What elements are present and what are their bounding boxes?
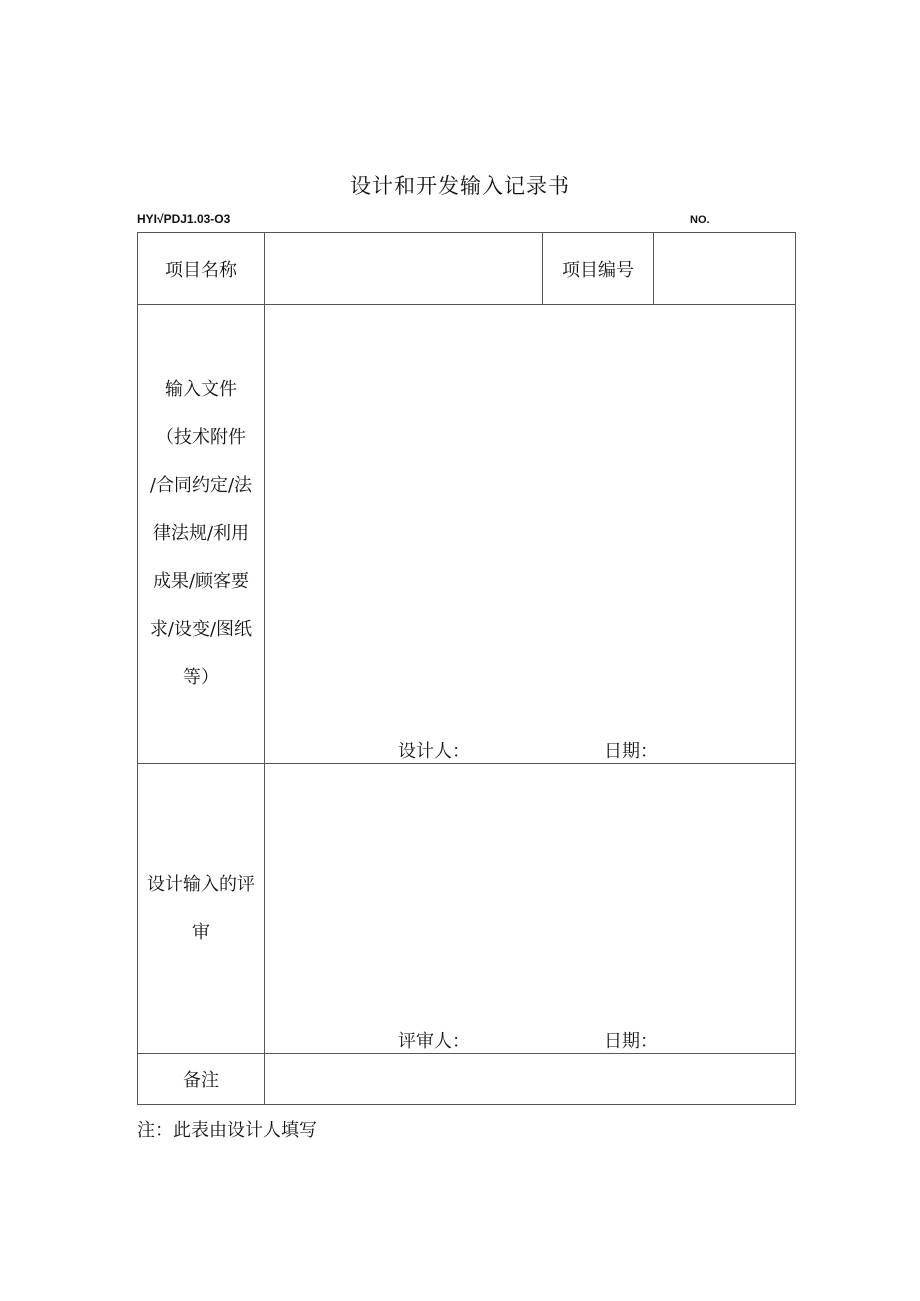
- input-files-label-line: 律法规/利用: [152, 523, 250, 544]
- document-code: HYI√PDJ1.03-O3: [137, 212, 231, 226]
- reviewer-label: 评审人：: [398, 1031, 470, 1052]
- input-files-row: [138, 305, 796, 764]
- review-label-line: 设计输入的评: [147, 873, 255, 895]
- input-files-label-line: 求/设变/图纸: [149, 619, 253, 640]
- input-files-label-line: （技术附件: [156, 427, 246, 448]
- input-files-content[interactable]: [265, 305, 796, 764]
- review-label-line: 审: [192, 921, 210, 943]
- project-name-field[interactable]: [265, 233, 543, 305]
- document-number-label: NO.: [690, 214, 710, 226]
- input-record-form: [137, 232, 796, 1105]
- input-files-label-line: 成果/顾客要: [152, 571, 250, 592]
- input-files-label-line: 等）: [183, 667, 219, 688]
- design-date-label: 日期：: [604, 741, 658, 762]
- document-title: 设计和开发输入记录书: [350, 174, 570, 198]
- footer-note: 注：此表由设计人填写: [137, 1120, 317, 1141]
- review-label: [138, 764, 265, 1054]
- input-files-label-line: 输入文件: [165, 379, 237, 400]
- input-files-label-line: /合同约定/法: [149, 475, 253, 496]
- project-number-label: 项目编号: [543, 233, 654, 305]
- review-date-label: 日期：: [604, 1031, 658, 1052]
- review-row: [138, 764, 796, 1054]
- remarks-label: 备注: [138, 1054, 265, 1105]
- project-number-field[interactable]: [654, 233, 796, 305]
- remarks-row: [138, 1054, 796, 1105]
- review-content[interactable]: [265, 764, 796, 1054]
- remarks-field[interactable]: [265, 1054, 796, 1105]
- project-name-label: 项目名称: [138, 233, 265, 305]
- input-files-label: [138, 305, 265, 764]
- designer-label: 设计人：: [398, 741, 470, 762]
- project-row: [138, 233, 796, 305]
